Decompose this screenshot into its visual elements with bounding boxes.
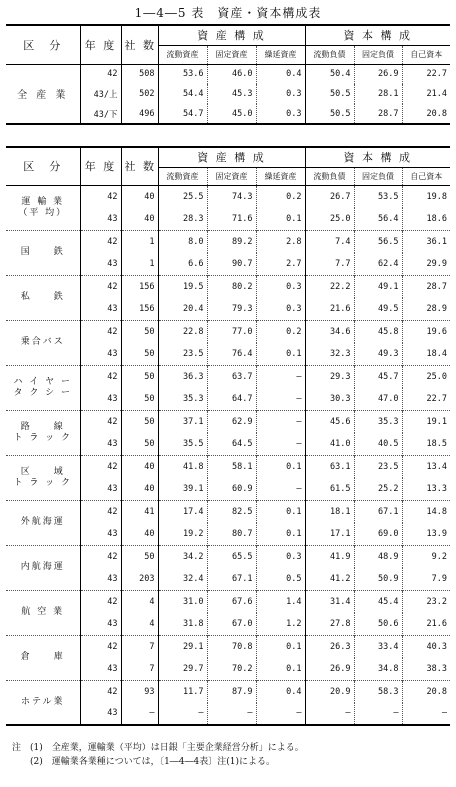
table-row: [6, 545, 450, 568]
fixed-liabilities-header: 固定負債: [354, 167, 402, 185]
deferred-assets-cell: 0.3: [256, 298, 305, 321]
companies-cell: 496: [121, 104, 158, 124]
fixed-liabilities-cell: 49.1: [354, 275, 402, 298]
fixed-assets-cell: 80.7: [207, 523, 256, 546]
table-row: [6, 635, 450, 658]
equity-cell: 7.9: [431, 573, 448, 584]
year-cell: 42: [80, 590, 121, 613]
category-label-line: 区 域: [20, 466, 65, 477]
fixed-liabilities-cell: 56.4: [354, 208, 402, 231]
deferred-assets-header: 繰延資産: [256, 45, 305, 64]
fixed-liabilities-cell: 28.1: [354, 84, 402, 104]
table-row: [6, 590, 450, 613]
fixed-liabilities-cell: 45.7: [354, 365, 402, 388]
fixed-assets-cell: 65.5: [207, 545, 256, 568]
category-label-line: 内航海運: [20, 562, 65, 572]
year-cell: 42: [80, 500, 121, 523]
category-label-line: （平 均）: [18, 207, 68, 218]
current-assets-cell: 6.6: [158, 253, 207, 276]
deferred-assets-cell: 0.3: [256, 275, 305, 298]
fixed-liabilities-cell: 45.4: [354, 590, 402, 613]
current-assets-cell: 37.1: [158, 410, 207, 433]
fixed-liabilities-cell: 47.0: [354, 388, 402, 411]
fixed-liabilities-cell: 50.6: [354, 613, 402, 636]
category-label-line: タ ク シ ー: [13, 387, 73, 398]
companies-cell: 203: [121, 568, 158, 591]
current-liabilities-cell: 29.3: [305, 365, 354, 388]
fixed-liabilities-cell: 49.5: [354, 298, 402, 321]
current-liabilities-header: 流動負債: [305, 167, 354, 185]
companies-header: 社 数: [121, 147, 158, 185]
companies-cell: 508: [121, 64, 158, 84]
deferred-assets-cell: 0.3: [256, 545, 305, 568]
current-liabilities-cell: 21.6: [305, 298, 354, 321]
deferred-assets-cell: 1.2: [256, 613, 305, 636]
fixed-assets-cell: 87.9: [207, 680, 256, 703]
deferred-assets-cell: 0.4: [256, 680, 305, 703]
year-cell: 42: [80, 275, 121, 298]
companies-cell: 50: [121, 433, 158, 456]
companies-cell: 502: [121, 84, 158, 104]
capital-group-header: 資 本 構 成: [305, 25, 450, 45]
companies-cell: 93: [121, 680, 158, 703]
year-header: 年 度: [80, 25, 121, 64]
current-liabilities-cell: 61.5: [305, 478, 354, 501]
table-row: [6, 500, 450, 523]
equity-cell: 19.8: [426, 191, 448, 202]
current-assets-cell: 35.5: [158, 433, 207, 456]
current-assets-header: 流動資産: [158, 45, 207, 64]
category-label-line: 私 鉄: [20, 292, 65, 302]
category-label: [6, 635, 80, 680]
fixed-liabilities-cell: 45.8: [354, 320, 402, 343]
fixed-assets-cell: 58.1: [207, 455, 256, 478]
companies-cell: 40: [121, 455, 158, 478]
equity-header: 自己資本: [402, 167, 450, 185]
category-label-line: 外航海運: [20, 517, 65, 527]
equity-cell: 19.1: [426, 416, 448, 427]
footnotes: [12, 741, 304, 769]
fixed-assets-cell: 77.0: [207, 320, 256, 343]
fixed-liabilities-cell: 34.8: [354, 658, 402, 681]
all-industries-table: [6, 24, 450, 125]
fixed-assets-cell: 80.2: [207, 275, 256, 298]
companies-cell: 4: [121, 613, 158, 636]
year-cell: 42: [80, 320, 121, 343]
companies-cell: 50: [121, 388, 158, 411]
equity-cell: 19.6: [426, 326, 448, 337]
category-label-line: 倉 庫: [20, 652, 65, 662]
current-liabilities-cell: 45.6: [305, 410, 354, 433]
category-label-line: 路 線: [20, 421, 65, 432]
category-label: [6, 590, 80, 635]
deferred-assets-cell: 0.4: [256, 64, 305, 84]
fixed-assets-cell: ―: [207, 703, 256, 726]
equity-cell: 21.4: [426, 89, 448, 99]
companies-cell: ―: [121, 703, 158, 726]
deferred-assets-cell: 0.5: [256, 568, 305, 591]
fixed-assets-cell: 45.0: [207, 104, 256, 124]
category-label: [6, 320, 80, 365]
table-row: [6, 680, 450, 703]
fixed-liabilities-cell: ―: [354, 703, 402, 726]
deferred-assets-cell: 2.8: [256, 230, 305, 253]
equity-cell: 23.2: [426, 596, 448, 607]
current-liabilities-cell: 50.4: [305, 64, 354, 84]
companies-cell: 1: [121, 253, 158, 276]
current-assets-cell: 17.4: [158, 500, 207, 523]
deferred-assets-cell: 1.4: [256, 590, 305, 613]
fixed-liabilities-cell: 62.4: [354, 253, 402, 276]
companies-cell: 40: [121, 478, 158, 501]
equity-cell: 22.7: [426, 69, 448, 80]
equity-cell: 18.5: [426, 438, 448, 449]
current-liabilities-cell: 50.5: [305, 104, 354, 124]
category-label-line: 乗合バス: [20, 337, 65, 347]
equity-cell: 36.1: [426, 236, 448, 247]
current-liabilities-cell: 41.0: [305, 433, 354, 456]
fixed-assets-header: 固定資産: [207, 167, 256, 185]
footnote-2: (2) 運輸業各業種については，〔1―4―4表〕注(1)による。: [12, 757, 275, 767]
current-liabilities-cell: 41.9: [305, 545, 354, 568]
year-cell: 42: [80, 680, 121, 703]
current-liabilities-cell: 26.9: [305, 658, 354, 681]
companies-header: 社 数: [121, 25, 158, 64]
current-liabilities-cell: ―: [305, 703, 354, 726]
fixed-assets-cell: 79.3: [207, 298, 256, 321]
deferred-assets-cell: 0.1: [256, 208, 305, 231]
fixed-assets-cell: 64.7: [207, 388, 256, 411]
equity-cell: 14.8: [426, 506, 448, 517]
current-liabilities-cell: 20.9: [305, 680, 354, 703]
footnote-1: 注 (1) 全産業，運輸業（平均）は日銀「主要企業経営分析」による。: [12, 743, 304, 753]
fixed-liabilities-cell: 26.9: [354, 64, 402, 84]
equity-cell: 21.6: [426, 618, 448, 629]
current-liabilities-cell: 26.7: [305, 185, 354, 208]
current-assets-cell: 20.4: [158, 298, 207, 321]
current-assets-cell: 28.3: [158, 208, 207, 231]
fixed-assets-cell: 89.2: [207, 230, 256, 253]
year-header: 年 度: [80, 147, 121, 185]
capital-group-header: 資 本 構 成: [305, 147, 450, 167]
deferred-assets-cell: 0.1: [256, 343, 305, 366]
year-cell: 43: [80, 658, 121, 681]
fixed-assets-cell: 74.3: [207, 185, 256, 208]
deferred-assets-cell: 0.3: [256, 84, 305, 104]
table-row: [6, 455, 450, 478]
current-liabilities-cell: 34.6: [305, 320, 354, 343]
fixed-liabilities-cell: 35.3: [354, 410, 402, 433]
category-header: 区 分: [6, 25, 80, 64]
year-cell: 43: [80, 613, 121, 636]
fixed-assets-cell: 71.6: [207, 208, 256, 231]
current-assets-cell: 32.4: [158, 568, 207, 591]
fixed-liabilities-cell: 69.0: [354, 523, 402, 546]
current-assets-cell: 41.8: [158, 455, 207, 478]
equity-cell: 28.9: [426, 303, 448, 314]
equity-cell: 9.2: [431, 551, 448, 562]
fixed-assets-cell: 46.0: [207, 64, 256, 84]
equity-cell: 25.0: [426, 371, 448, 382]
category-label: 全 産 業: [6, 64, 80, 124]
fixed-liabilities-cell: 67.1: [354, 500, 402, 523]
current-assets-cell: 31.0: [158, 590, 207, 613]
fixed-assets-cell: 60.9: [207, 478, 256, 501]
current-liabilities-cell: 32.3: [305, 343, 354, 366]
category-label: [6, 410, 80, 455]
current-liabilities-cell: 18.1: [305, 500, 354, 523]
year-cell: 42: [80, 185, 121, 208]
deferred-assets-cell: 0.2: [256, 320, 305, 343]
table-row: [6, 64, 450, 84]
deferred-assets-cell: ―: [256, 703, 305, 726]
fixed-liabilities-cell: 49.3: [354, 343, 402, 366]
companies-cell: 50: [121, 320, 158, 343]
companies-cell: 7: [121, 658, 158, 681]
deferred-assets-cell: 0.1: [256, 658, 305, 681]
fixed-assets-cell: 63.7: [207, 365, 256, 388]
equity-cell: 40.3: [426, 641, 448, 652]
deferred-assets-cell: 0.2: [256, 185, 305, 208]
current-liabilities-cell: 30.3: [305, 388, 354, 411]
year-cell: 43: [80, 478, 121, 501]
fixed-assets-cell: 90.7: [207, 253, 256, 276]
current-assets-cell: 19.2: [158, 523, 207, 546]
fixed-assets-cell: 70.8: [207, 635, 256, 658]
fixed-liabilities-cell: 58.3: [354, 680, 402, 703]
current-liabilities-cell: 27.8: [305, 613, 354, 636]
category-label-line: 航 空 業: [21, 607, 65, 617]
companies-cell: 40: [121, 185, 158, 208]
current-liabilities-cell: 63.1: [305, 455, 354, 478]
deferred-assets-cell: 0.1: [256, 635, 305, 658]
current-assets-header: 流動資産: [158, 167, 207, 185]
deferred-assets-cell: 0.1: [256, 455, 305, 478]
companies-cell: 7: [121, 635, 158, 658]
equity-header: 自己資本: [402, 45, 450, 64]
category-label-line: ト ラ ッ ク: [13, 477, 73, 488]
current-assets-cell: 29.7: [158, 658, 207, 681]
current-assets-cell: 53.6: [158, 64, 207, 84]
fixed-liabilities-cell: 56.5: [354, 230, 402, 253]
deferred-assets-cell: 0.1: [256, 523, 305, 546]
year-cell: 43: [80, 433, 121, 456]
fixed-assets-cell: 67.6: [207, 590, 256, 613]
table-row: [6, 410, 450, 433]
current-liabilities-cell: 50.5: [305, 84, 354, 104]
current-liabilities-cell: 26.3: [305, 635, 354, 658]
current-assets-cell: 8.0: [158, 230, 207, 253]
current-assets-cell: 54.7: [158, 104, 207, 124]
table-row: [6, 185, 450, 208]
category-label-line: 国 鉄: [20, 247, 65, 257]
fixed-assets-cell: 67.1: [207, 568, 256, 591]
current-liabilities-cell: 22.2: [305, 275, 354, 298]
current-assets-cell: 19.5: [158, 275, 207, 298]
year-cell: 43: [80, 208, 121, 231]
current-liabilities-header: 流動負債: [305, 45, 354, 64]
fixed-assets-header: 固定資産: [207, 45, 256, 64]
current-liabilities-cell: 7.4: [305, 230, 354, 253]
current-assets-cell: 25.5: [158, 185, 207, 208]
table-row: [6, 275, 450, 298]
current-assets-cell: 36.3: [158, 365, 207, 388]
equity-cell: 29.9: [426, 258, 448, 269]
year-cell: 43/下: [80, 104, 121, 124]
year-cell: 42: [80, 545, 121, 568]
fixed-assets-cell: 82.5: [207, 500, 256, 523]
category-label: [6, 545, 80, 590]
companies-cell: 50: [121, 545, 158, 568]
current-liabilities-cell: 7.7: [305, 253, 354, 276]
current-assets-cell: 31.8: [158, 613, 207, 636]
category-label-line: ハ イ ヤ ー: [13, 376, 73, 387]
category-label-line: 運 輸 業: [21, 196, 65, 207]
year-cell: 43: [80, 568, 121, 591]
fixed-liabilities-cell: 40.5: [354, 433, 402, 456]
transport-industries-table: [6, 146, 450, 726]
year-cell: 43/上: [80, 84, 121, 104]
equity-cell: 18.4: [426, 348, 448, 359]
table-title: 1―4―5 表 資産・資本構成表: [134, 6, 322, 20]
fixed-assets-cell: 67.0: [207, 613, 256, 636]
deferred-assets-cell: ―: [256, 388, 305, 411]
deferred-assets-cell: ―: [256, 478, 305, 501]
deferred-assets-cell: ―: [256, 433, 305, 456]
deferred-assets-cell: 2.7: [256, 253, 305, 276]
deferred-assets-cell: ―: [256, 410, 305, 433]
fixed-assets-cell: 64.5: [207, 433, 256, 456]
fixed-liabilities-cell: 50.9: [354, 568, 402, 591]
current-assets-cell: 23.5: [158, 343, 207, 366]
fixed-liabilities-cell: 25.2: [354, 478, 402, 501]
table-row: [6, 230, 450, 253]
year-cell: 43: [80, 388, 121, 411]
deferred-assets-cell: 0.1: [256, 500, 305, 523]
equity-cell: 38.3: [426, 663, 448, 674]
year-cell: 43: [80, 703, 121, 726]
equity-cell: 20.8: [426, 108, 448, 119]
current-liabilities-cell: 31.4: [305, 590, 354, 613]
current-assets-cell: 22.8: [158, 320, 207, 343]
fixed-assets-cell: 76.4: [207, 343, 256, 366]
year-cell: 43: [80, 253, 121, 276]
fixed-liabilities-header: 固定負債: [354, 45, 402, 64]
companies-cell: 50: [121, 343, 158, 366]
companies-cell: 41: [121, 500, 158, 523]
equity-cell: 18.6: [426, 213, 448, 224]
equity-cell: 22.7: [426, 393, 448, 404]
year-cell: 42: [80, 455, 121, 478]
category-label: [6, 275, 80, 320]
equity-cell: 13.3: [426, 483, 448, 494]
companies-cell: 50: [121, 410, 158, 433]
fixed-liabilities-cell: 28.7: [354, 104, 402, 124]
equity-cell: 13.4: [426, 461, 448, 472]
category-label: [6, 185, 80, 230]
equity-cell: ―: [441, 708, 448, 719]
year-cell: 43: [80, 343, 121, 366]
companies-cell: 4: [121, 590, 158, 613]
fixed-assets-cell: 70.2: [207, 658, 256, 681]
year-cell: 42: [80, 365, 121, 388]
year-cell: 43: [80, 298, 121, 321]
current-liabilities-cell: 17.1: [305, 523, 354, 546]
companies-cell: 40: [121, 523, 158, 546]
current-assets-cell: 34.2: [158, 545, 207, 568]
year-cell: 42: [80, 64, 121, 84]
year-cell: 42: [80, 635, 121, 658]
current-liabilities-cell: 25.0: [305, 208, 354, 231]
year-cell: 42: [80, 230, 121, 253]
current-assets-cell: 11.7: [158, 680, 207, 703]
deferred-assets-cell: 0.3: [256, 104, 305, 124]
companies-cell: 156: [121, 275, 158, 298]
table-row: [6, 365, 450, 388]
assets-group-header: 資 産 構 成: [158, 147, 305, 167]
assets-group-header: 資 産 構 成: [158, 25, 305, 45]
table-row: [6, 320, 450, 343]
current-assets-cell: ―: [158, 703, 207, 726]
category-label-line: ホテル業: [20, 696, 65, 707]
companies-cell: 40: [121, 208, 158, 231]
current-assets-cell: 29.1: [158, 635, 207, 658]
fixed-liabilities-cell: 48.9: [354, 545, 402, 568]
fixed-liabilities-cell: 23.5: [354, 455, 402, 478]
equity-cell: 13.9: [426, 528, 448, 539]
deferred-assets-header: 繰延資産: [256, 167, 305, 185]
current-assets-cell: 39.1: [158, 478, 207, 501]
category-label: [6, 680, 80, 725]
year-cell: 42: [80, 410, 121, 433]
companies-cell: 1: [121, 230, 158, 253]
companies-cell: 50: [121, 365, 158, 388]
current-assets-cell: 35.3: [158, 388, 207, 411]
category-label: [6, 500, 80, 545]
fixed-assets-cell: 62.9: [207, 410, 256, 433]
fixed-liabilities-cell: 33.4: [354, 635, 402, 658]
category-label: [6, 230, 80, 275]
category-header: 区 分: [6, 147, 80, 185]
current-liabilities-cell: 41.2: [305, 568, 354, 591]
current-assets-cell: 54.4: [158, 84, 207, 104]
equity-cell: 20.8: [426, 686, 448, 697]
fixed-assets-cell: 45.3: [207, 84, 256, 104]
companies-cell: 156: [121, 298, 158, 321]
equity-cell: 28.7: [426, 281, 448, 292]
category-label: [6, 455, 80, 500]
year-cell: 43: [80, 523, 121, 546]
category-label: [6, 365, 80, 410]
category-label-line: ト ラ ッ ク: [13, 432, 73, 443]
fixed-liabilities-cell: 53.5: [354, 185, 402, 208]
deferred-assets-cell: ―: [256, 365, 305, 388]
